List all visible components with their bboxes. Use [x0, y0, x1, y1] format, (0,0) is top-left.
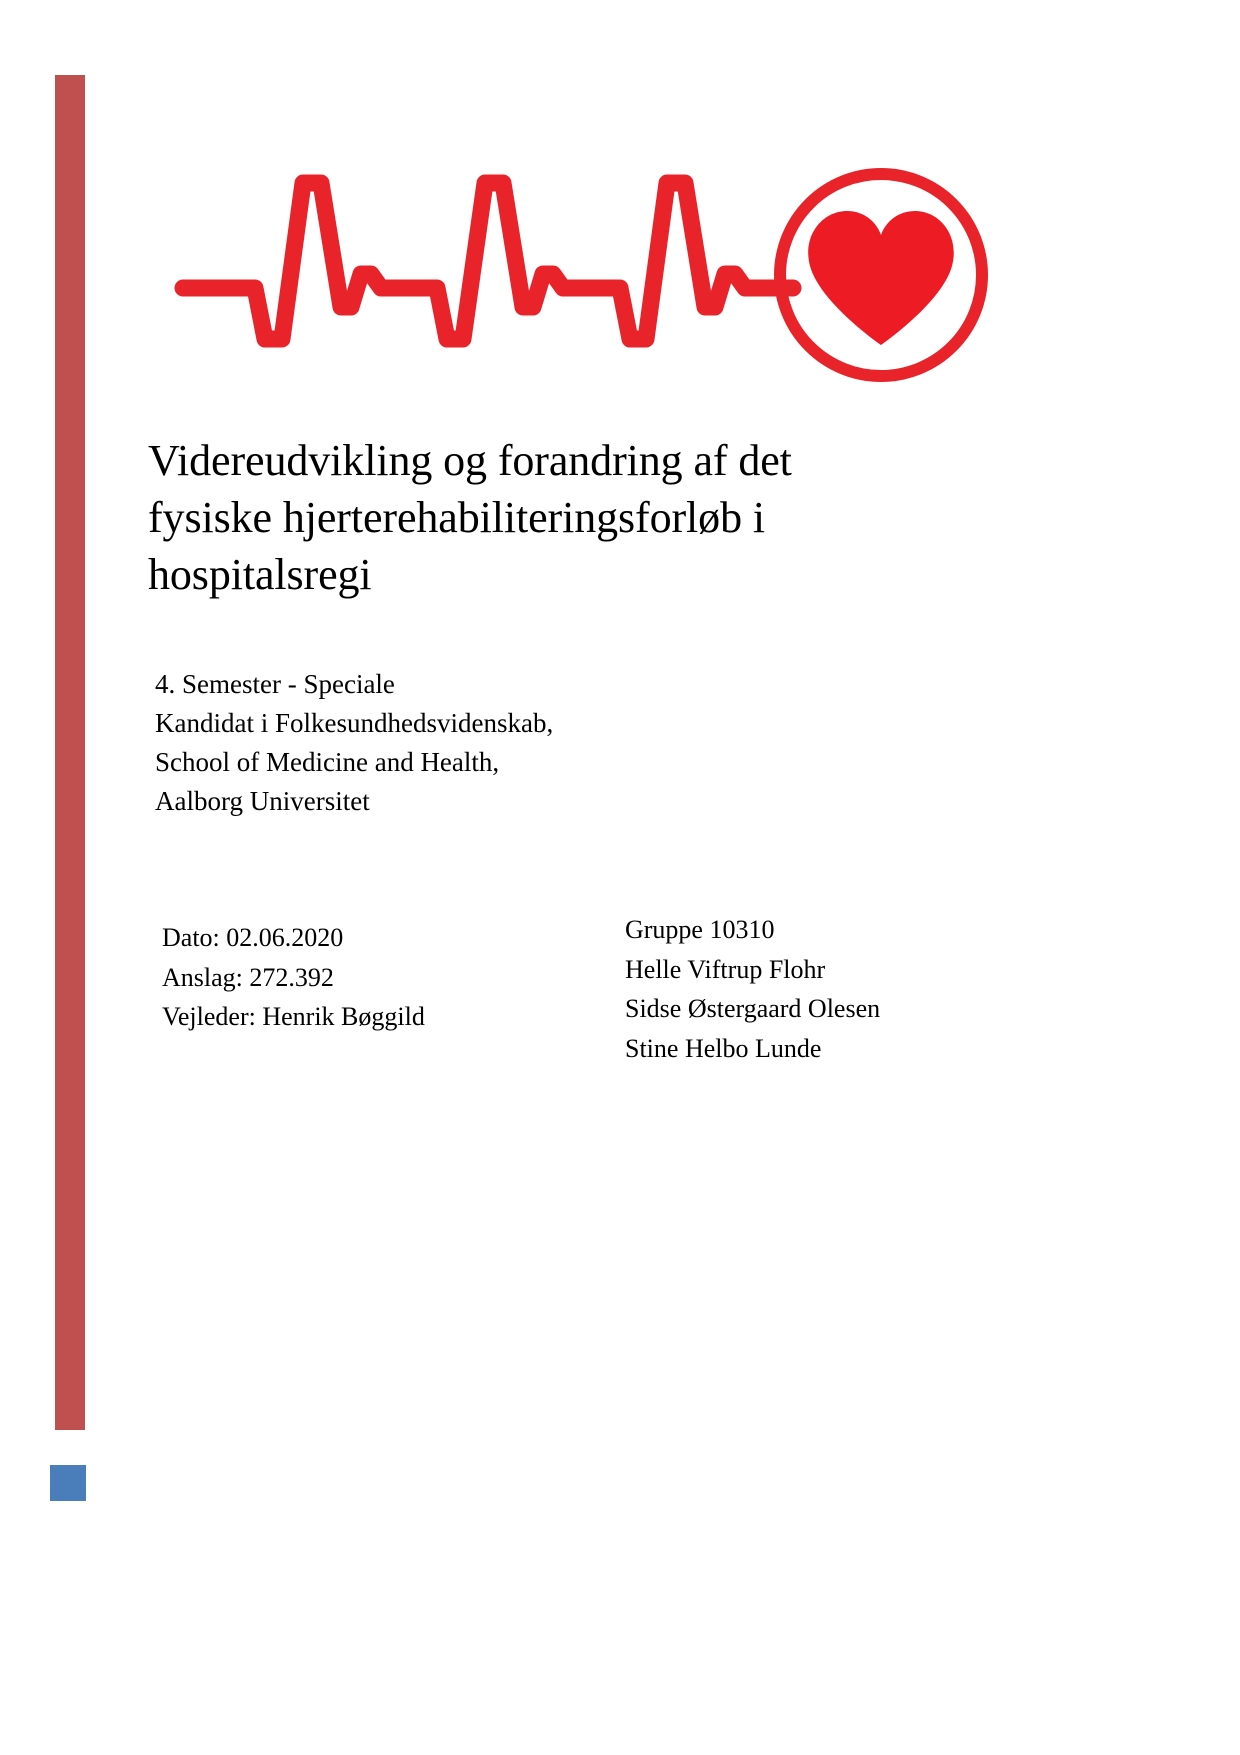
meta-group-number: Gruppe 10310: [625, 915, 775, 944]
meta-supervisor: Vejleder: Henrik Bøggild: [162, 1002, 425, 1032]
heart-icon: [808, 211, 954, 345]
subtitle-block: [155, 665, 805, 822]
meta-author-3: Stine Helbo Lunde: [625, 1033, 822, 1063]
title-block: [148, 432, 908, 604]
page-title: Videreudvikling og forandring af det fysiske hjerterehabiliteringsforløb i hospitalsregi: [148, 436, 792, 600]
bottom-decorative-blue-square: [50, 1465, 86, 1501]
meta-date: Dato: 02.06.2020: [162, 923, 344, 952]
left-decorative-red-bar: [55, 75, 85, 1430]
subtitle-line-school: School of Medicine and Health,: [155, 747, 500, 778]
subtitle-line-programme: Kandidat i Folkesundhedsvidenskab,: [155, 708, 554, 739]
meta-character-count: Anslag: 272.392: [162, 962, 334, 992]
ecg-heartbeat-logo: [165, 155, 1010, 400]
heartbeat-line-icon: [183, 183, 793, 339]
subtitle-line-university: Aalborg Universitet: [155, 786, 370, 817]
meta-right-column: [625, 910, 1025, 1068]
meta-author-1: Helle Viftrup Flohr: [625, 954, 826, 984]
meta-left-column: [162, 918, 582, 1037]
meta-author-2: Sidse Østergaard Olesen: [625, 994, 881, 1024]
subtitle-line-semester: 4. Semester - Speciale: [155, 669, 395, 699]
